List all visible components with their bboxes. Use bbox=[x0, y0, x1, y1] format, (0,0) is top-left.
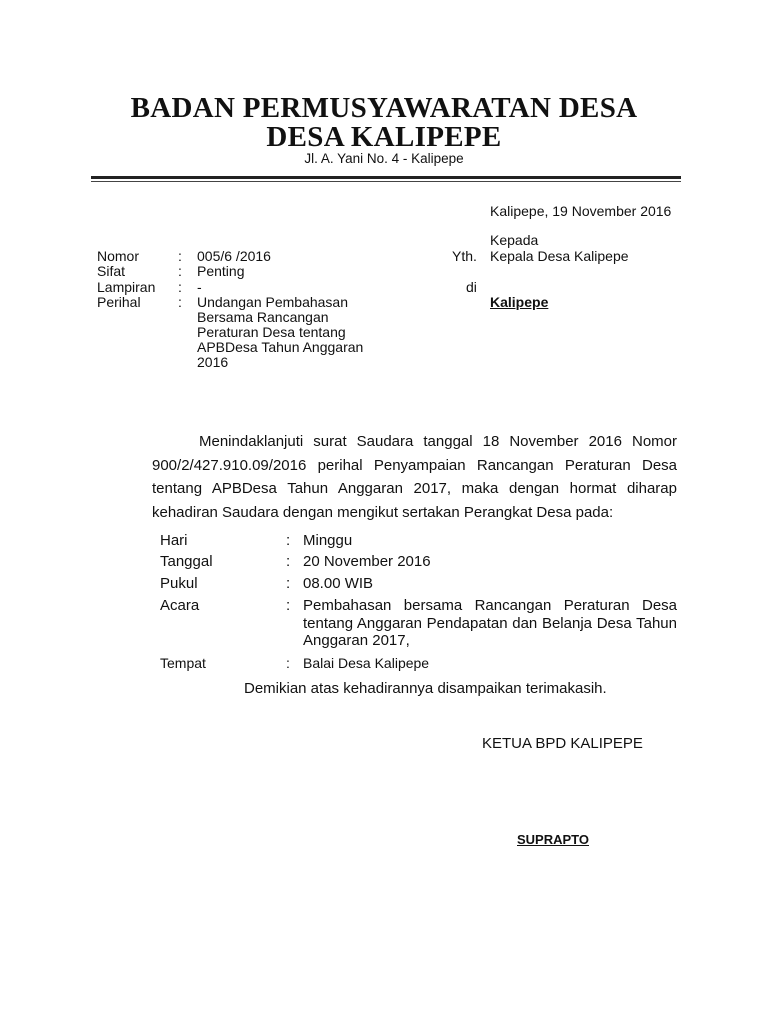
schedule-sep: : bbox=[286, 655, 290, 671]
schedule-value: 20 November 2016 bbox=[303, 553, 431, 570]
schedule-label: Hari bbox=[160, 532, 188, 549]
meta-sep: : bbox=[178, 263, 182, 279]
schedule-sep: : bbox=[286, 532, 291, 549]
place-date: Kalipepe, 19 November 2016 bbox=[490, 203, 672, 219]
meta-value: 005/6 /2016 bbox=[197, 248, 271, 264]
signer-name: SUPRAPTO bbox=[517, 832, 589, 847]
meta-sep: : bbox=[178, 294, 182, 310]
acara-text: Pembahasan bersama Rancangan Peraturan Desa tentang Anggaran Pendapatan dan Belanja Desa Tahun Anggaran 2017, bbox=[303, 597, 677, 649]
schedule-value-acara bbox=[303, 597, 677, 650]
meta-label: Sifat bbox=[97, 263, 126, 279]
recipient-name: Kepala Desa Kalipepe bbox=[490, 248, 629, 264]
schedule-label: Tempat bbox=[160, 655, 206, 671]
schedule-value: Minggu bbox=[303, 532, 353, 549]
schedule-sep: : bbox=[286, 553, 291, 570]
body-text: Menindaklanjuti surat Saudara tanggal 18 November 2016 Nomor 900/2/427.910.09/2016 perihal Penyampaian Rancangan Peraturan Desa tentang APBDesa Tahun Anggaran 2017, maka dengan hormat diharap kehadiran Saudara dengan mengikut sertakan Perangkat Desa pada: bbox=[152, 433, 677, 521]
schedule-value: 08.00 WIB bbox=[303, 575, 374, 592]
letterhead-rule-thick bbox=[91, 176, 681, 179]
perihal-line: Bersama Rancangan bbox=[197, 309, 329, 325]
schedule-sep: : bbox=[286, 597, 291, 614]
meta-label: Nomor bbox=[97, 248, 140, 264]
meta-label: Lampiran bbox=[97, 279, 156, 295]
letterhead-rule-thin bbox=[91, 181, 681, 182]
perihal-line: 2016 bbox=[197, 354, 229, 370]
closing-text: Demikian atas kehadirannya disampaikan terimakasih. bbox=[244, 680, 607, 697]
recipient-place: Kalipepe bbox=[490, 294, 549, 310]
schedule-value: Balai Desa Kalipepe bbox=[303, 655, 430, 671]
body-paragraph bbox=[152, 430, 677, 524]
letterhead-title-1: BADAN PERMUSYAWARATAN DESA bbox=[130, 92, 638, 124]
perihal-line: Peraturan Desa tentang bbox=[197, 324, 346, 340]
schedule-label: Acara bbox=[160, 597, 200, 614]
perihal-line: Undangan Pembahasan bbox=[197, 294, 349, 310]
schedule-label: Pukul bbox=[160, 575, 198, 592]
letterhead-title-2: DESA KALIPEPE bbox=[266, 121, 502, 153]
perihal-line: APBDesa Tahun Anggaran bbox=[197, 339, 364, 355]
meta-label: Perihal bbox=[97, 294, 141, 310]
schedule-label: Tanggal bbox=[160, 553, 213, 570]
letterhead-address: Jl. A. Yani No. 4 - Kalipepe bbox=[304, 151, 464, 166]
meta-sep: : bbox=[178, 279, 182, 295]
signer-title: KETUA BPD KALIPEPE bbox=[482, 735, 643, 752]
meta-value: Penting bbox=[197, 263, 245, 279]
schedule-sep: : bbox=[286, 575, 291, 592]
recipient-yth: Yth. bbox=[452, 248, 477, 264]
meta-sep: : bbox=[178, 248, 182, 264]
meta-value: - bbox=[197, 279, 202, 295]
recipient-di: di bbox=[466, 279, 477, 295]
recipient-kepada: Kepada bbox=[490, 232, 539, 248]
